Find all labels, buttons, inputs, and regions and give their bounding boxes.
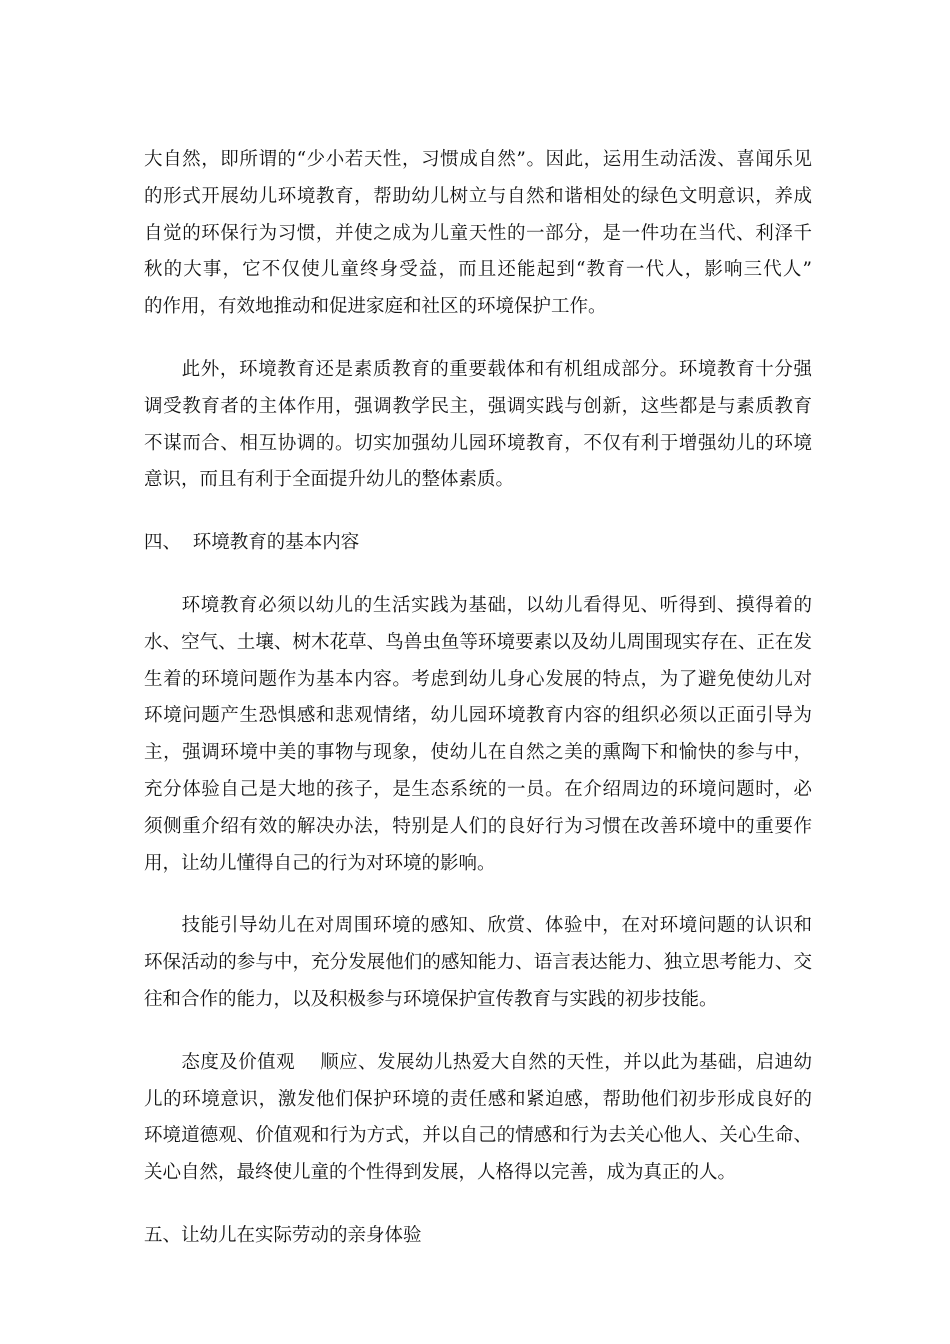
- text-line-first: [144, 588, 812, 625]
- paragraph-2: [144, 352, 812, 499]
- text-line-content: 技能引导幼儿在对周围环境的感知、欣赏、体验中，在对环境问题的认识和: [181, 915, 812, 937]
- text-line: 环保活动的参与中，充分发展他们的感知能力、语言表达能力、独立思考能力、交: [144, 952, 812, 974]
- text-line: 的形式开展幼儿环境教育，帮助幼儿树立与自然和谐相处的绿色文明意识，养成: [144, 185, 812, 207]
- text-line-first: [144, 352, 812, 389]
- paragraph-5: [144, 1045, 812, 1192]
- paragraph-3: [144, 588, 812, 882]
- text-line: 用，让幼儿懂得自己的行为对环境的影响。: [144, 852, 496, 874]
- text-line-content: 此外，环境教育还是素质教育的重要载体和有机组成部分。环境教育十分强: [181, 358, 812, 380]
- text-line: 往和合作的能力，以及积极参与环境保护宣传教育与实践的初步技能。: [144, 988, 718, 1010]
- text-line-content: 环境教育必须以幼儿的生活实践为基础，以幼儿看得见、听得到、摸得着的: [181, 594, 812, 616]
- text-line: 秋的大事，它不仅使儿童终身受益，而且还能起到“教育一代人，影响三代人”: [144, 259, 812, 281]
- section-heading-4: 四、 环境教育的基本内容: [144, 532, 360, 554]
- text-line-content: 态度及价值观 顺应、发展幼儿热爱大自然的天性，并以此为基础，启迪幼: [181, 1051, 812, 1073]
- text-line: 水、空气、土壤、树木花草、鸟兽虫鱼等环境要素以及幼儿周围现实存在、正在发: [144, 631, 812, 653]
- text-line: 大自然，即所谓的“少小若天性，习惯成自然”。因此，运用生动活泼、喜闻乐见: [144, 149, 812, 170]
- text-line: 的作用，有效地推动和促进家庭和社区的环境保护工作。: [144, 296, 607, 318]
- text-line-first: [144, 1045, 812, 1082]
- text-line: 儿的环境意识，激发他们保护环境的责任感和紧迫感，帮助他们初步形成良好的: [144, 1088, 812, 1110]
- text-line: 自觉的环保行为习惯，并使之成为儿童天性的一部分，是一件功在当代、利泽千: [144, 222, 812, 244]
- text-line-first: [144, 908, 812, 945]
- text-line: 生着的环境问题作为基本内容。考虑到幼儿身心发展的特点，为了避免使幼儿对: [144, 668, 812, 690]
- text-line: 调受教育者的主体作用，强调教学民主，强调实践与创新，这些都是与素质教育: [144, 395, 812, 417]
- text-line: 意识，而且有利于全面提升幼儿的整体素质。: [144, 469, 515, 491]
- text-line: 关心自然，最终使儿童的个性得到发展，人格得以完善，成为真正的人。: [144, 1162, 737, 1184]
- text-line: 主，强调环境中美的事物与现象，使幼儿在自然之美的熏陶下和愉快的参与中，: [144, 742, 812, 764]
- paragraph-4: [144, 908, 812, 1018]
- section-heading-5: 五、让幼儿在实际劳动的亲身体验: [144, 1224, 422, 1246]
- paragraph-1: [144, 142, 812, 326]
- text-line: 环境道德观、价值观和行为方式，并以自己的情感和行为去关心他人、关心生命、: [144, 1125, 812, 1147]
- text-line: 充分体验自己是大地的孩子，是生态系统的一员。在介绍周边的环境问题时，必: [144, 778, 812, 800]
- text-line: 环境问题产生恐惧感和悲观情绪，幼儿园环境教育内容的组织必须以正面引导为: [144, 705, 812, 727]
- text-line: 不谋而合、相互协调的。切实加强幼儿园环境教育，不仅有利于增强幼儿的环境: [144, 432, 812, 454]
- text-line: 须侧重介绍有效的解决办法，特别是人们的良好行为习惯在改善环境中的重要作: [144, 815, 812, 837]
- document-page: [144, 142, 812, 1281]
